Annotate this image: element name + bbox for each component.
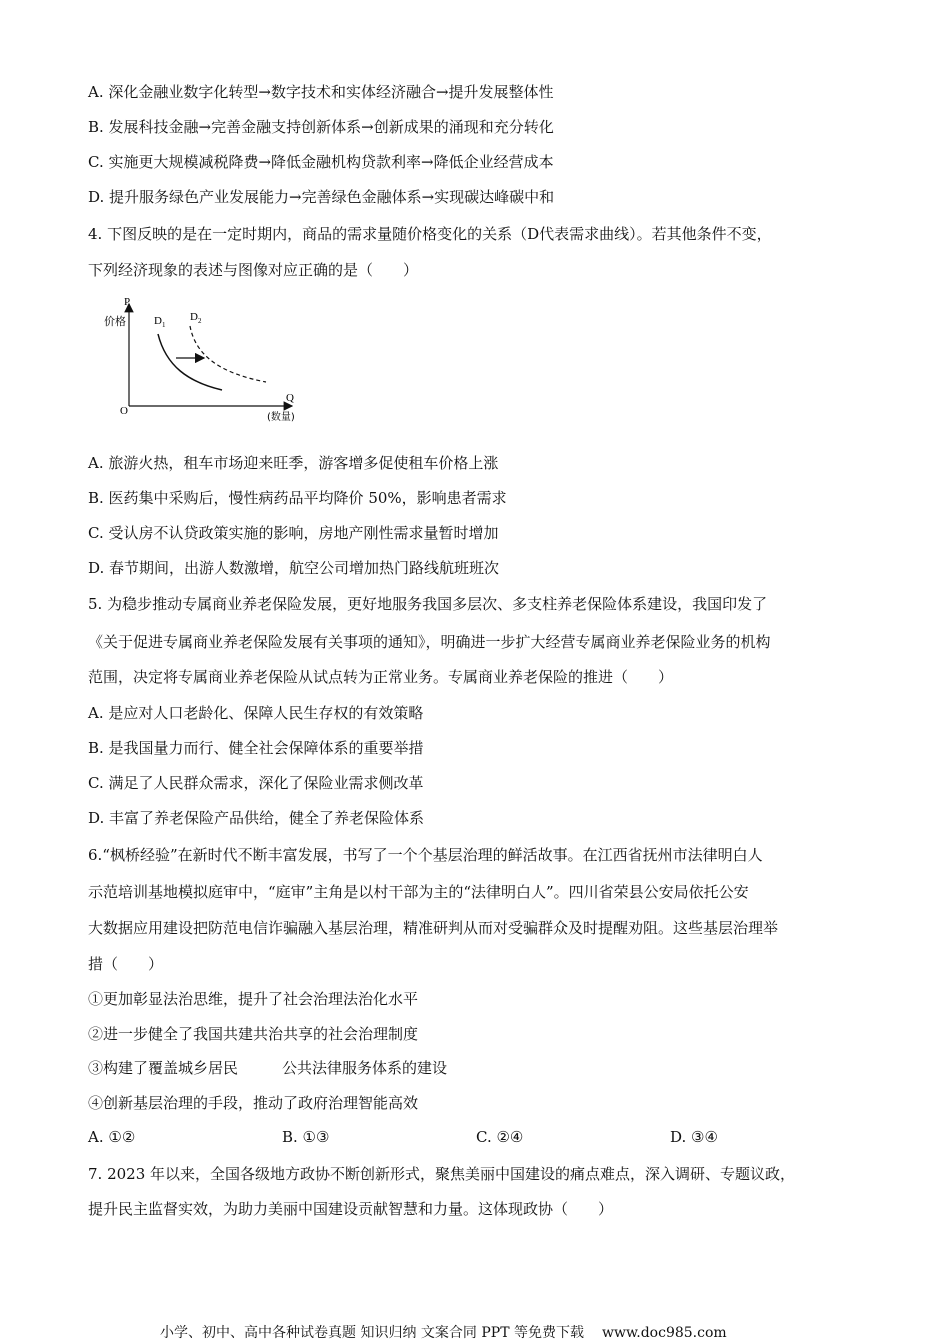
q5-option-a: A. 是应对人口老龄化、保障人民生存权的有效策略 bbox=[88, 704, 424, 722]
demand-curve-d2 bbox=[190, 326, 266, 382]
q6-item-3-part2: 公共法律服务体系的建设 bbox=[282, 1059, 448, 1077]
origin-label: O bbox=[120, 405, 128, 417]
p-axis-label: P bbox=[124, 296, 131, 308]
q3-option-d: D. 提升服务绿色产业发展能力→完善绿色金融体系→实现碳达峰碳中和 bbox=[88, 188, 555, 206]
q4-option-d: D. 春节期间，出游人数激增，航空公司增加热门路线航班班次 bbox=[88, 559, 500, 577]
q5-stem-line3: 范围，决定将专属商业养老保险从试点转为正常业务。专属商业养老保险的推进（ ） bbox=[88, 668, 674, 686]
q5-option-b: B. 是我国量力而行、健全社会保障体系的重要举措 bbox=[88, 739, 424, 757]
q6-stem-line4: 措（ ） bbox=[88, 955, 164, 973]
q6-item-4: ④创新基层治理的手段，推动了政府治理智能高效 bbox=[88, 1094, 419, 1112]
q4-option-c: C. 受认房不认贷政策实施的影响，房地产刚性需求量暂时增加 bbox=[88, 524, 499, 542]
q6-option-d: D. ③④ bbox=[670, 1128, 718, 1146]
q5-option-d: D. 丰富了养老保险产品供给，健全了养老保险体系 bbox=[88, 809, 425, 827]
d1-label: D bbox=[154, 315, 162, 327]
q6-option-c: C. ②④ bbox=[476, 1128, 524, 1146]
q3-option-a: A. 深化金融业数字化转型→数字技术和实体经济融合→提升发展整体性 bbox=[88, 83, 554, 101]
q6-item-2: ②进一步健全了我国共建共治共享的社会治理制度 bbox=[88, 1025, 419, 1043]
q7-stem-line1: 7. 2023 年以来，全国各级地方政协不断创新形式，聚焦美丽中国建设的痛点难点，深入调研、专题议政， bbox=[88, 1165, 796, 1183]
q6-stem-line3: 大数据应用建设把防范电信诈骗融入基层治理，精准研判从而对受骗群众及时提醒劝阻。这些基层治理举 bbox=[88, 919, 779, 937]
footer-site-link[interactable]: www.doc985.com bbox=[601, 1325, 727, 1341]
q4-stem-line2: 下列经济现象的表述与图像对应正确的是（ ） bbox=[88, 261, 419, 279]
q5-stem-line1: 5. 为稳步推动专属商业养老保险发展，更好地服务我国多层次、多支柱养老保险体系建设，我国印发了 bbox=[88, 595, 768, 613]
q-axis-label: Q bbox=[286, 392, 294, 404]
svg-text:D2 bbox=[190, 311, 202, 325]
quantity-axis-label: (数量) bbox=[267, 412, 295, 423]
q6-option-a: A. ①② bbox=[88, 1128, 136, 1146]
demand-curve-figure bbox=[100, 296, 310, 426]
q4-option-b: B. 医药集中采购后，慢性病药品平均降价 50%，影响患者需求 bbox=[88, 489, 507, 507]
q7-stem-line2: 提升民主监督实效，为助力美丽中国建设贡献智慧和力量。这体现政协（ ） bbox=[88, 1200, 614, 1218]
q4-option-a: A. 旅游火热，租车市场迎来旺季，游客增多促使租车价格上涨 bbox=[88, 454, 499, 472]
svg-text:D1 bbox=[154, 315, 166, 329]
q6-option-b: B. ①③ bbox=[282, 1128, 330, 1146]
q3-option-c: C. 实施更大规模减税降费→降低金融机构贷款利率→降低企业经营成本 bbox=[88, 153, 554, 171]
q6-item-3-part1: ③构建了覆盖城乡居民 bbox=[88, 1059, 239, 1077]
q5-option-c: C. 满足了人民群众需求，深化了保险业需求侧改革 bbox=[88, 774, 424, 792]
q5-stem-line2: 《关于促进专属商业养老保险发展有关事项的通知》，明确进一步扩大经营专属商业养老保险业务的机构 bbox=[88, 633, 771, 651]
q6-item-1: ①更加彰显法治思维，提升了社会治理法治化水平 bbox=[88, 990, 419, 1008]
q4-stem-line1: 4. 下图反映的是在一定时期内，商品的需求量随价格变化的关系（D代表需求曲线）。若其他条件不变， bbox=[88, 225, 772, 243]
q6-item-3 bbox=[88, 1058, 447, 1078]
page-footer bbox=[160, 1324, 727, 1342]
price-axis-label: 价格 bbox=[104, 315, 126, 328]
q6-stem-line2: 示范培训基地模拟庭审中，“庭审”主角是以村干部为主的“法律明白人”。四川省荣县公安局依托公安 bbox=[88, 883, 749, 901]
d2-label: D bbox=[190, 311, 198, 323]
q3-option-b: B. 发展科技金融→完善金融支持创新体系→创新成果的涌现和充分转化 bbox=[88, 118, 554, 136]
d1-subscript: 1 bbox=[161, 321, 166, 329]
footer-text: 小学、初中、高中各种试卷真题 知识归纳 文案合同 PPT 等免费下载 bbox=[160, 1325, 584, 1341]
q6-stem-line1: 6.“枫桥经验”在新时代不断丰富发展，书写了一个个基层治理的鲜活故事。在江西省抚州市法律明白人 bbox=[88, 846, 763, 864]
d2-subscript: 2 bbox=[197, 317, 202, 325]
